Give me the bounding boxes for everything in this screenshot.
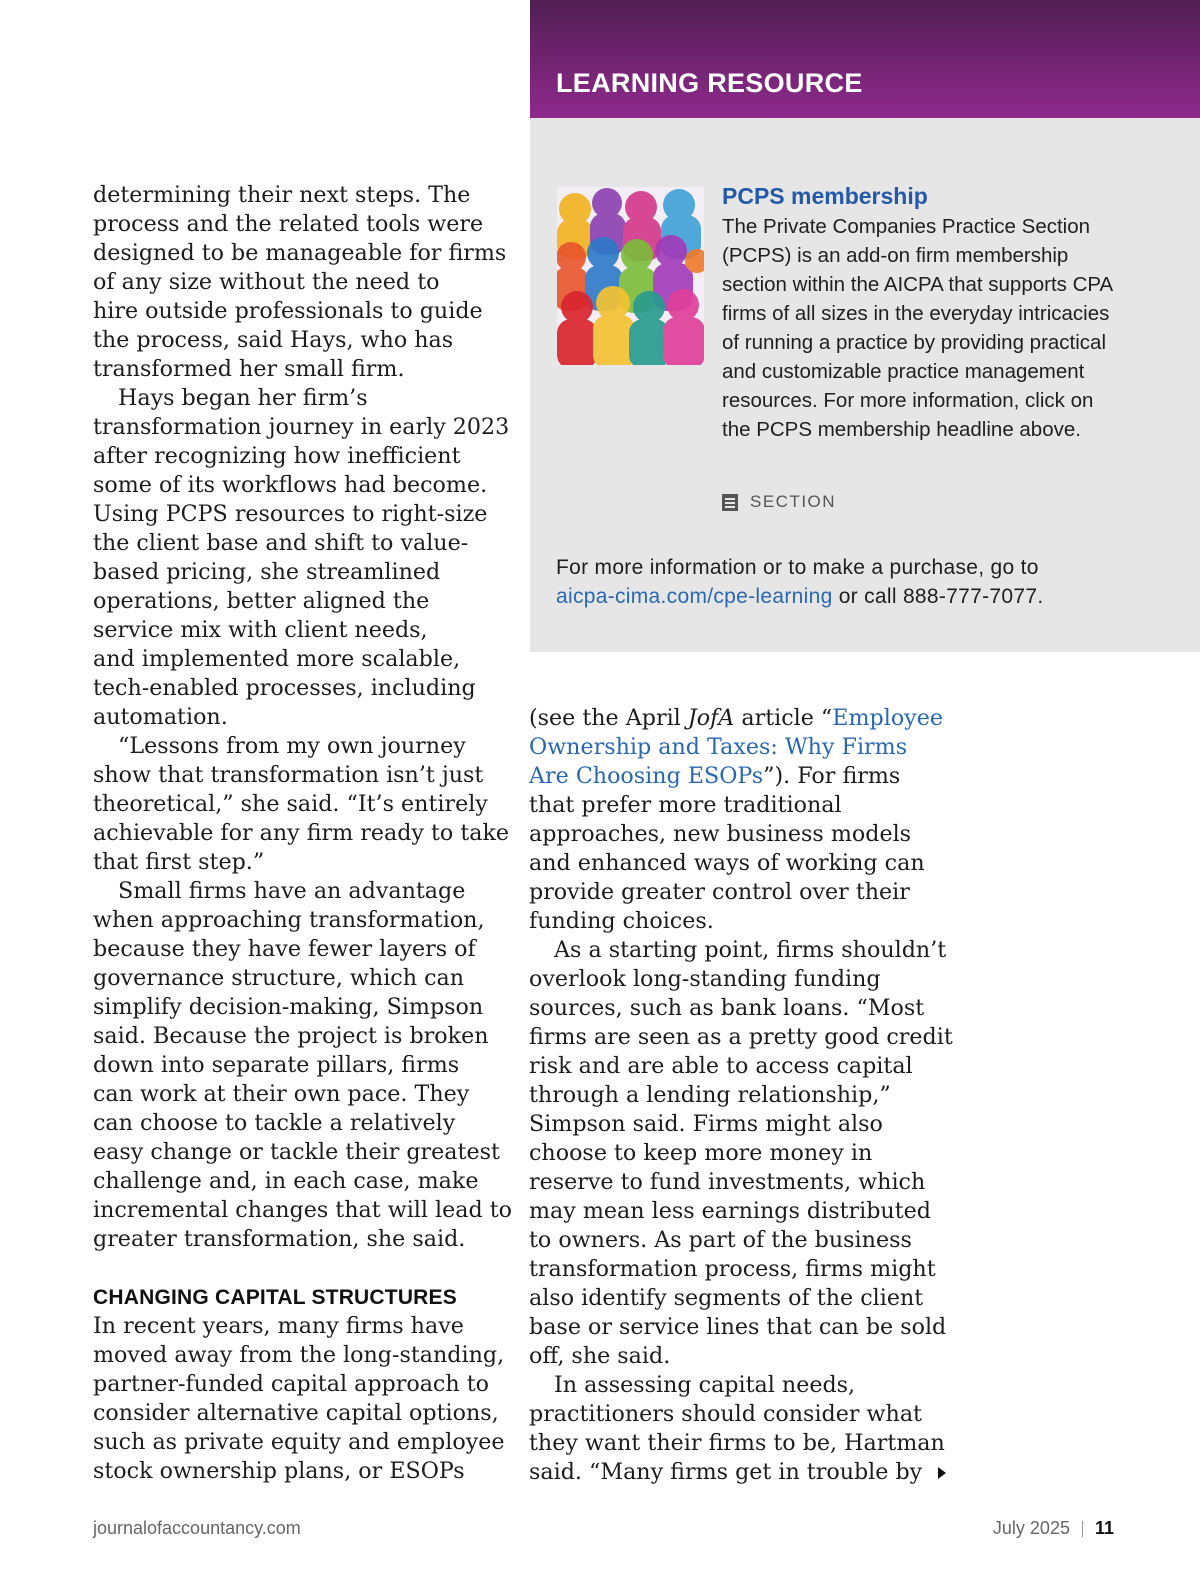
text-line: tech-enabled processes, including <box>93 675 476 701</box>
text-line: hire outside professionals to guide <box>93 298 483 324</box>
text-line: that prefer more traditional <box>529 792 842 818</box>
more-info-prefix: For more information or to make a purchase, go to <box>556 556 1039 579</box>
article-left-column <box>93 181 513 1486</box>
text-line: show that transformation isn’t just <box>93 762 484 788</box>
esop-article-link[interactable]: Employee <box>832 705 943 731</box>
text-line: they want their firms to be, Hartman <box>529 1430 945 1456</box>
text-line: can work at their own pace. They <box>93 1081 470 1107</box>
text-line: risk and are able to access capital <box>529 1053 913 1079</box>
pcps-description: The Private Companies Practice Section (PCPS) is an add-on firm membership section within the AICPA that supports CPA firms of all sizes in the everyday intricacies of running a practice by providing practical and customizable practice management resources. For more information, click on the PCPS membership headline above. <box>722 215 1113 441</box>
text-line: challenge and, in each case, make <box>93 1168 479 1194</box>
text-line: that first step.” <box>93 849 265 875</box>
text-line: easy change or tackle their greatest <box>93 1139 500 1165</box>
text-line: process and the related tools were <box>93 211 484 237</box>
text-line: determining their next steps. The <box>93 182 471 208</box>
text-run: (see the April <box>529 705 688 731</box>
text-line: automation. <box>93 704 228 730</box>
text-line: of any size without the need to <box>93 269 440 295</box>
esop-article-link[interactable]: Ownership and Taxes: Why Firms <box>529 734 908 760</box>
text-line: governance structure, which can <box>93 965 465 991</box>
text-line: achievable for any firm ready to take <box>93 820 510 846</box>
paragraph-7 <box>529 936 953 1371</box>
text-line <box>529 733 949 762</box>
paragraph-4 <box>93 877 513 1254</box>
text-line: may mean less earnings distributed <box>529 1198 931 1224</box>
text-line: operations, better aligned the <box>93 588 430 614</box>
sidebar-title: LEARNING RESOURCE <box>556 68 863 98</box>
text-line: As a starting point, firms shouldn’t <box>554 937 947 963</box>
footer-issue: July 2025 <box>992 1518 1070 1538</box>
text-line: after recognizing how inefficient <box>93 443 461 469</box>
footer-issue-info <box>993 1518 1114 1539</box>
text-line: said. Because the project is broken <box>93 1023 489 1049</box>
text-line: incremental changes that will lead to <box>93 1197 513 1223</box>
text-line: and enhanced ways of working can <box>529 850 925 876</box>
text-line: designed to be manageable for firms <box>93 240 507 266</box>
text-line: provide greater control over their <box>529 879 910 905</box>
text-line: “Lessons from my own journey <box>118 733 466 759</box>
continue-arrow-icon[interactable] <box>938 1467 946 1479</box>
text-line: the process, said Hays, who has <box>93 327 454 353</box>
text-line: stock ownership plans, or ESOPs <box>93 1458 465 1484</box>
text-line: down into separate pillars, firms <box>93 1052 460 1078</box>
text-line: also identify segments of the client <box>529 1285 924 1311</box>
text-line: transformation journey in early 2023 <box>93 414 510 440</box>
text-line: transformation process, firms might <box>529 1256 936 1282</box>
text-line: based pricing, she streamlined <box>93 559 441 585</box>
text-run: article “ <box>734 705 833 731</box>
pcps-thumbnail-image <box>557 187 704 365</box>
article-right-column <box>529 704 953 1487</box>
more-info-suffix: or call 888-777-7077. <box>838 585 1044 608</box>
text-run: ”). For firms <box>763 763 901 789</box>
section-tag <box>722 492 836 512</box>
jofa-italic: JofA <box>687 705 735 731</box>
text-line: the client base and shift to value- <box>93 530 469 556</box>
text-line: funding choices. <box>529 908 714 934</box>
paragraph-8 <box>529 1371 949 1487</box>
text-line <box>529 762 949 791</box>
text-line: partner-funded capital approach to <box>93 1371 489 1397</box>
text-line: consider alternative capital options, <box>93 1400 499 1426</box>
more-info-text <box>556 553 1116 611</box>
section-tag-label: SECTION <box>750 492 837 511</box>
cpe-learning-link[interactable]: aicpa-cima.com/cpe-learning <box>556 585 833 608</box>
pcps-membership-link[interactable]: PCPS membership <box>722 183 928 209</box>
text-line: greater transformation, she said. <box>93 1226 466 1252</box>
text-line: In assessing capital needs, <box>554 1372 856 1398</box>
text-line: Using PCPS resources to right-size <box>93 501 488 527</box>
text-line: theoretical,” she said. “It’s entirely <box>93 791 488 817</box>
paragraph-5 <box>93 1312 513 1486</box>
section-subheading: CHANGING CAPITAL STRUCTURES <box>93 1286 457 1309</box>
text-line: moved away from the long-standing, <box>93 1342 505 1368</box>
learning-resource-sidebar <box>530 0 1200 652</box>
page-number: 11 <box>1094 1518 1114 1538</box>
text-line: reserve to fund investments, which <box>529 1169 926 1195</box>
document-list-icon <box>722 494 738 511</box>
text-line: practitioners should consider what <box>529 1401 922 1427</box>
text-line: and implemented more scalable, <box>93 646 461 672</box>
text-line: firms are seen as a pretty good credit <box>529 1024 953 1050</box>
esop-article-link[interactable]: Are Choosing ESOPs <box>529 763 764 789</box>
text-line: overlook long-standing funding <box>529 966 881 992</box>
text-line: transformed her small firm. <box>93 356 405 382</box>
paragraph-6 <box>529 704 949 936</box>
text-line: approaches, new business models <box>529 821 912 847</box>
footer-site: journalofaccountancy.com <box>93 1518 301 1538</box>
text-line: to owners. As part of the business <box>529 1227 912 1253</box>
text-line: off, she said. <box>529 1343 671 1369</box>
text-line: In recent years, many firms have <box>93 1313 464 1339</box>
text-line: when approaching transformation, <box>93 907 485 933</box>
text-line: can choose to tackle a relatively <box>93 1110 456 1136</box>
sidebar-header <box>530 0 1200 118</box>
footer-divider <box>1082 1521 1083 1537</box>
paragraph-1 <box>93 181 513 384</box>
text-line: some of its workflows had become. <box>93 472 488 498</box>
text-line: Hays began her firm’s <box>118 385 368 411</box>
text-line <box>529 704 949 733</box>
text-line: sources, such as bank loans. “Most <box>529 995 925 1021</box>
text-line: service mix with client needs, <box>93 617 428 643</box>
text-line: because they have fewer layers of <box>93 936 476 962</box>
text-line: Small firms have an advantage <box>118 878 466 904</box>
text-line: said. “Many firms get in trouble by <box>529 1459 923 1485</box>
paragraph-3 <box>93 732 513 877</box>
text-line: Simpson said. Firms might also <box>529 1111 883 1137</box>
text-line: choose to keep more money in <box>529 1140 873 1166</box>
text-line: through a lending relationship,” <box>529 1082 891 1108</box>
paragraph-2 <box>93 384 513 732</box>
text-line: simplify decision-making, Simpson <box>93 994 484 1020</box>
text-line: base or service lines that can be sold <box>529 1314 947 1340</box>
text-line: such as private equity and employee <box>93 1429 505 1455</box>
